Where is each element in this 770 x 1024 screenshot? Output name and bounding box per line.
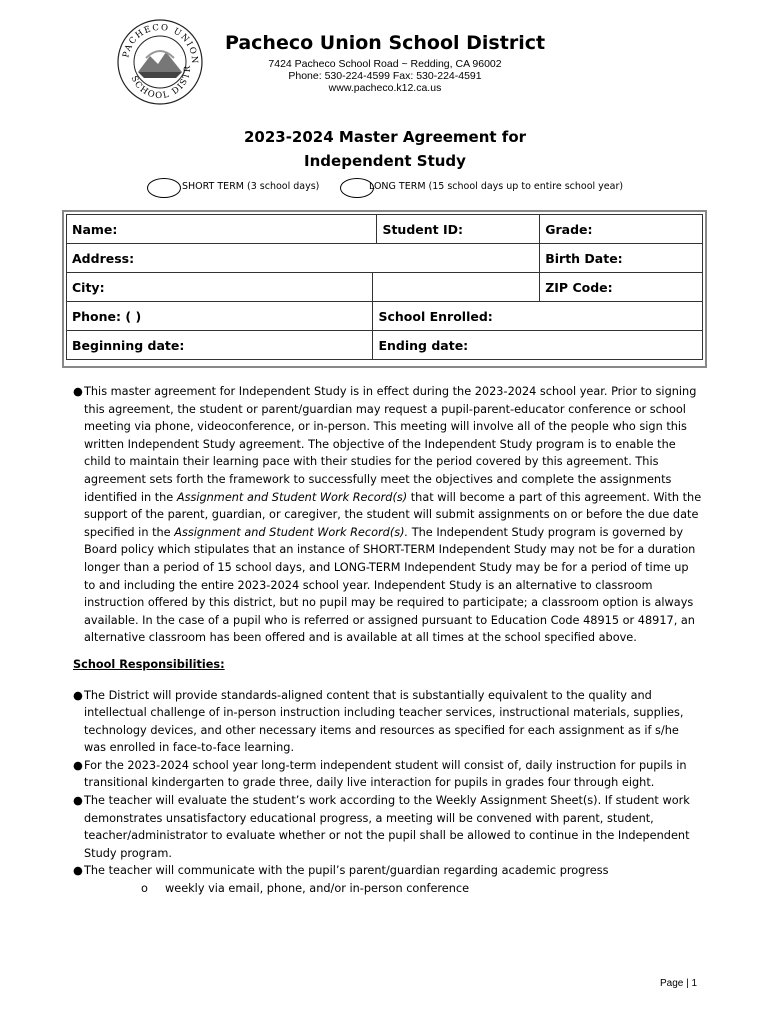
bullet-marker: ● [73, 794, 83, 808]
term-options [0, 178, 770, 202]
bullet-marker: ● [73, 688, 83, 702]
intro-paragraph [73, 383, 703, 647]
intro-text-2: that will become a part of this agreement. With the support of the parent, guardian, or caregiver, the student will submit assignments on or before the due date specified in the [84, 490, 702, 539]
intro-text-1: This master agreement for Independent Study is in effect during the 2023-2024 school year. Prior to signing this agreement, the student or parent/guardian may request a pupil-parent-educator conference or school meeting via phone, videoconference, or in-person. This meeting will involve all of the people who sign this written Independent Study agreement. The objective of the Independent Study program is to enable the child to maintain their learning pace with their studies for the period covered by this agreement. This agreement sets forth the framework to successfully meet the objectives and complete the assignments identified in the [84, 385, 697, 504]
district-website: www.pacheco.k12.ca.us [328, 82, 442, 94]
name-field[interactable]: Name: [67, 215, 377, 244]
student-info-table [66, 214, 703, 360]
responsibility-item [73, 757, 703, 792]
short-term-label: SHORT TERM (3 school days) [182, 181, 320, 192]
agreement-body [73, 383, 703, 898]
phone-field[interactable]: Phone: ( ) [67, 302, 373, 331]
responsibility-text: The District will provide standards-aligned content that is substantially equivalent to the quality and intellectual challenge of in-person instruction including teacher services, instructional materials, supplies, technology devices, and other necessary items and resources as specified for each assignment as if s/he was enrolled in face-to-face learning. [84, 688, 684, 755]
page-number: Page | 1 [660, 978, 698, 989]
district-name: Pacheco Union School District [224, 32, 546, 54]
svg-text:SCHOOL DISTRICT: SCHOOL DISTR [128, 64, 194, 102]
intro-emphasis-2: Assignment and Student Work Record(s). [174, 525, 409, 539]
responsibility-item [73, 862, 703, 880]
beginning-date-field[interactable]: Beginning date: [67, 331, 373, 360]
school-enrolled-field[interactable]: School Enrolled: [373, 302, 703, 331]
sub-list-item [73, 880, 703, 898]
sub-item-text: weekly via email, phone, and/or in-person conference [165, 882, 470, 896]
sub-bullet-marker: o [141, 882, 148, 896]
bullet-marker: ● [73, 385, 83, 398]
intro-text-3: The Independent Study program is governed by Board policy which stipulates that an instance of SHORT-TERM Independent Study may not be for a duration longer than a period of 15 school days, and LONG-TERM Independent Study may be for a period of time up to and including the entire 2023-2024 school year. Independent Study is an alternative to classroom instruction offered by this district, but no pupil may be required to participate; a classroom option is always available. In the case of a pupil who is referred or assigned pursuant to Education Code 48915 or 48917, an alternative classroom has been offered and is available at all times at the school specified above. [84, 525, 696, 645]
document-title-line2: Independent Study [304, 152, 466, 170]
district-phone-fax: Phone: 530-224-4599 Fax: 530-224-4591 [288, 70, 482, 82]
birth-date-field[interactable]: Birth Date: [540, 244, 703, 273]
responsibility-item [73, 792, 703, 862]
city-blank-field[interactable] [373, 273, 540, 302]
document-title-line1: 2023-2024 Master Agreement for [243, 128, 527, 146]
responsibility-text: The teacher will communicate with the pupil’s parent/guardian regarding academic progress [84, 864, 609, 878]
ending-date-field[interactable]: Ending date: [373, 331, 703, 360]
grade-field[interactable]: Grade: [540, 215, 703, 244]
city-field[interactable]: City: [67, 273, 373, 302]
school-responsibilities-heading: School Responsibilities: [73, 657, 225, 671]
district-address: 7424 Pacheco School Road ~ Redding, CA 96002 [268, 58, 502, 70]
responsibility-text: For the 2023-2024 school year long-term independent student will consist of, daily instruction for pupils in transitional kindergarten to grade three, daily live interaction for pupils in grades four through eight. [84, 758, 687, 790]
intro-emphasis-1: Assignment and Student Work Record(s) [176, 490, 408, 504]
responsibility-text: The teacher will evaluate the student’s work according to the Weekly Assignment Sheet(s). If student work demonstrates unsatisfactory educational progress, a meeting will be convened with parent, student, teacher/administrator to evaluate whether or not the pupil shall be allowed to continue in the Independent Study program. [84, 794, 690, 860]
zip-field[interactable]: ZIP Code: [540, 273, 703, 302]
address-field[interactable]: Address: [67, 244, 540, 273]
svg-text:PACHECO UNION: PACHECO UNION [121, 22, 200, 66]
bullet-marker: ● [73, 864, 83, 878]
bullet-marker: ● [73, 758, 83, 772]
short-term-radio[interactable] [147, 178, 181, 198]
long-term-label: LONG TERM (15 school days up to entire school year) [369, 181, 624, 192]
responsibility-item [73, 687, 703, 757]
student-id-field[interactable]: Student ID: [377, 215, 540, 244]
